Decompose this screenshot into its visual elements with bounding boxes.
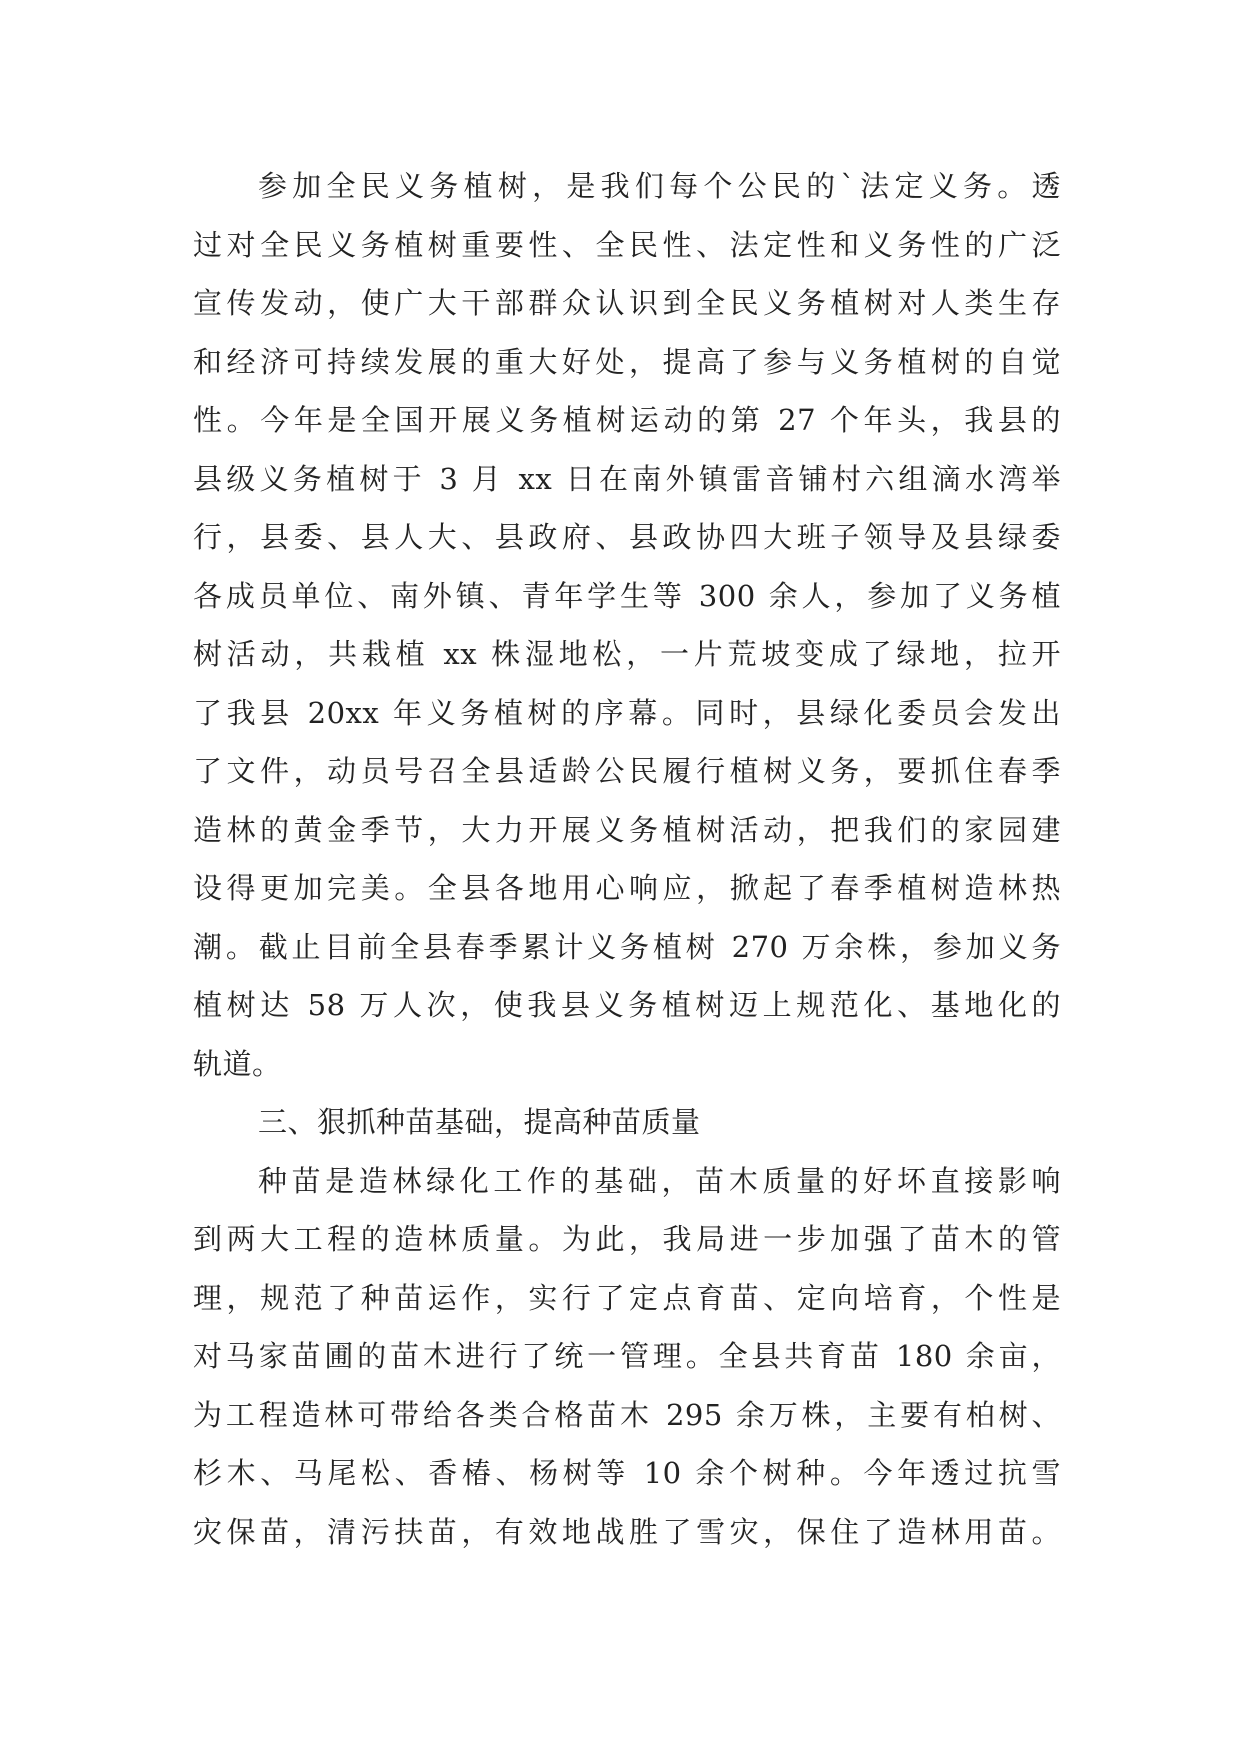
paragraph-1-line-2: 过对全民义务植树重要性、全民性、法定性和义务性的广泛 [193, 227, 1061, 262]
paragraph-1-line-9: 树活动，共栽植 xx 株湿地松，一片荒坡变成了绿地，拉开 [193, 637, 1061, 671]
paragraph-1-line-3: 宣传发动，使广大干部群众认识到全民义务植树对人类生存 [193, 286, 1061, 320]
paragraph-1-line-14: 潮。截止目前全县春季累计义务植树 270 万余株，参加义务 [193, 929, 1061, 964]
section-heading: 三、狠抓种苗基础，提高种苗质量 [258, 1105, 701, 1139]
paragraph-1-line-13: 设得更加完美。全县各地用心响应，掀起了春季植树造林热 [193, 871, 1061, 905]
paragraph-1-line-11: 了文件，动员号召全县适龄公民履行植树义务，要抓住春季 [193, 754, 1061, 788]
paragraph-1-line-6: 县级义务植树于 3 月 xx 日在南外镇雷音铺村六组滴水湾举 [193, 461, 1061, 496]
paragraph-1-line-8: 各成员单位、南外镇、青年学生等 300 余人，参加了义务植 [193, 578, 1061, 613]
paragraph-1-line-10: 了我县 20xx 年义务植树的序幕。同时，县绿化委员会发出 [193, 695, 1061, 730]
paragraph-3-line-5: 为工程造林可带给各类合格苗木 295 余万株，主要有柏树、 [193, 1397, 1061, 1432]
paragraph-1-line-1: 参加全民义务植树，是我们每个公民的`法定义务。透 [258, 169, 1061, 203]
paragraph-3-line-1: 种苗是造林绿化工作的基础，苗木质量的好坏直接影响 [258, 1163, 1061, 1198]
paragraph-3-line-6: 杉木、马尾松、香椿、杨树等 10 余个树种。今年透过抗雪 [193, 1456, 1061, 1490]
paragraph-3-line-3: 理，规范了种苗运作，实行了定点育苗、定向培育，个性是 [193, 1280, 1061, 1315]
paragraph-1-line-7: 行，县委、县人大、县政府、县政协四大班子领导及县绿委 [193, 520, 1061, 554]
paragraph-3-line-4: 对马家苗圃的苗木进行了统一管理。全县共育苗 180 余亩， [193, 1339, 1061, 1373]
paragraph-3-line-7: 灾保苗，清污扶苗，有效地战胜了雪灾，保住了造林用苗。 [193, 1514, 1061, 1549]
paragraph-1-line-4: 和经济可持续发展的重大好处，提高了参与义务植树的自觉 [193, 344, 1061, 379]
document-body [193, 157, 1061, 1561]
paragraph-3-line-2: 到两大工程的造林质量。为此，我局进一步加强了苗木的管 [193, 1222, 1061, 1256]
paragraph-1-line-5: 性。今年是全国开展义务植树运动的第 27 个年头，我县的 [193, 403, 1061, 437]
paragraph-1-line-15: 植树达 58 万人次，使我县义务植树迈上规范化、基地化的 [193, 988, 1061, 1022]
paragraph-1-line-16: 轨道。 [193, 1046, 282, 1081]
paragraph-1-line-12: 造林的黄金季节，大力开展义务植树活动，把我们的家园建 [193, 812, 1061, 847]
